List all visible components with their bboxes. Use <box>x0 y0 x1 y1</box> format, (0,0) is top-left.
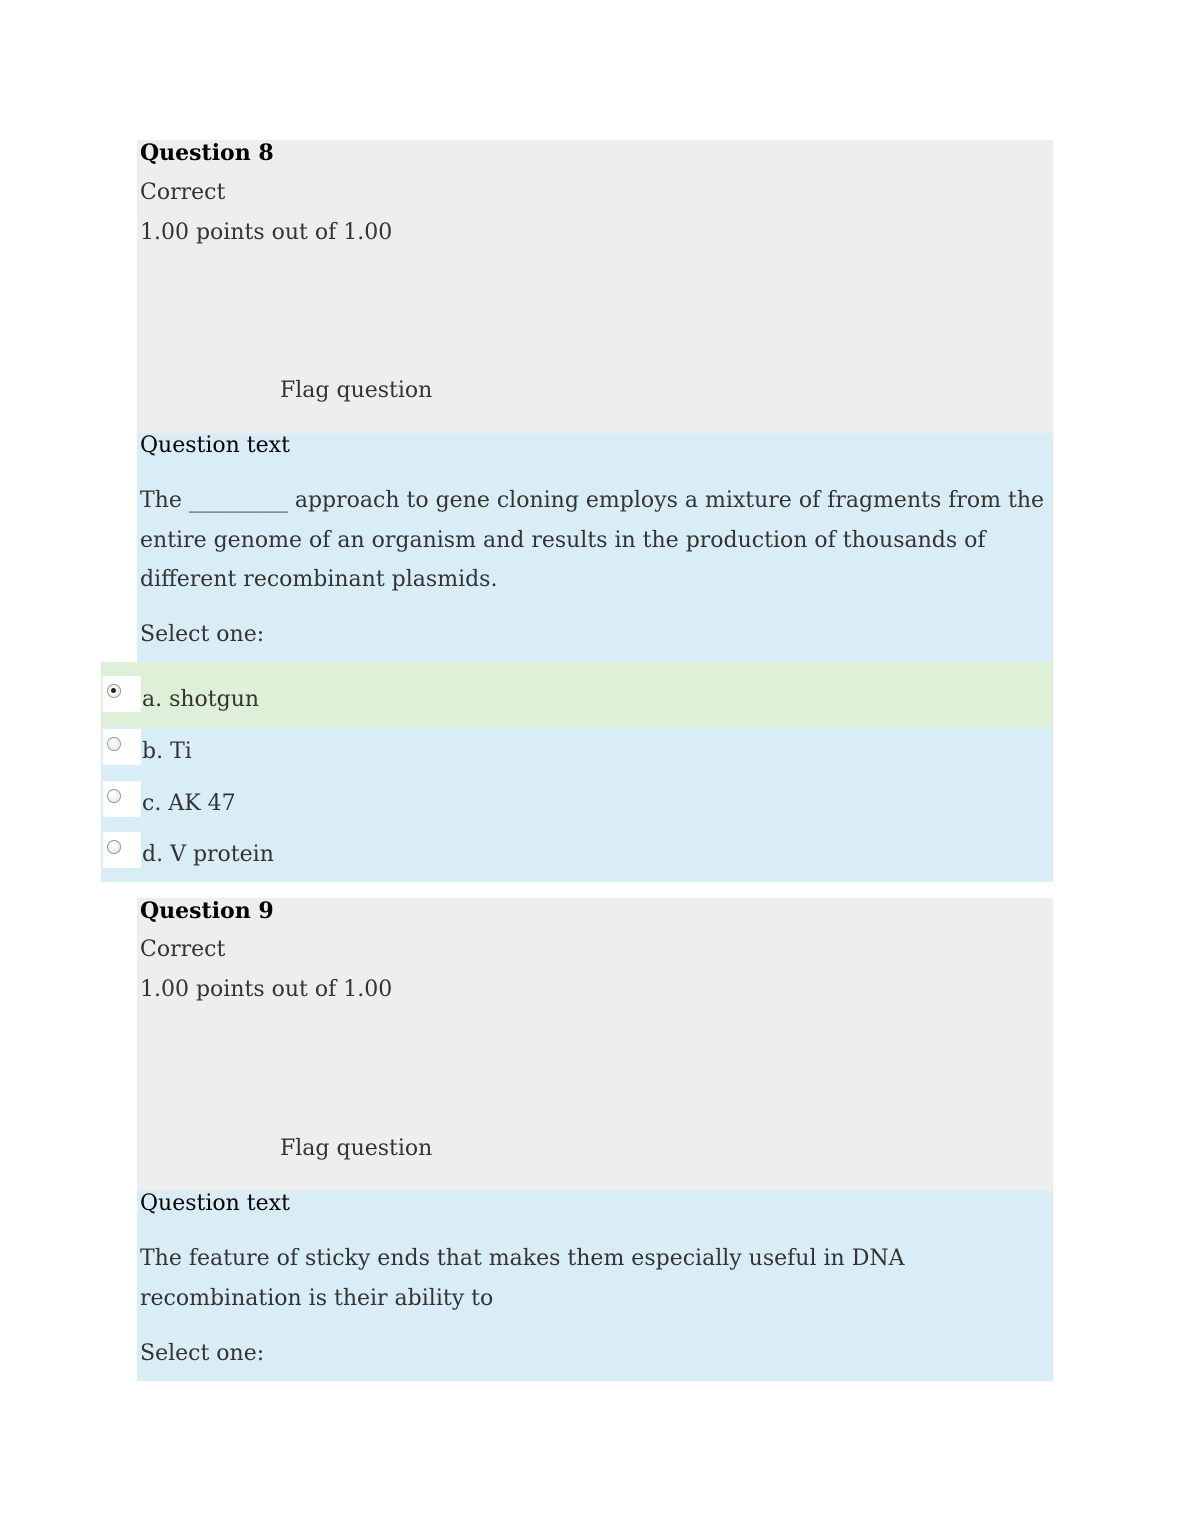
answer-label-c: c. AK 47 <box>142 791 236 816</box>
question-number: Question 9 <box>140 898 274 924</box>
answer-label-d: d. V protein <box>142 842 274 867</box>
radio-wrap <box>103 781 141 817</box>
radio-button-a[interactable] <box>107 684 121 698</box>
radio-wrap <box>103 676 141 712</box>
answer-option-d[interactable] <box>101 830 1053 882</box>
question-state: Correct <box>140 937 226 962</box>
flag-question-link[interactable]: Flag question <box>280 378 433 403</box>
question-text: The _________ approach to gene cloning employs a mixture of fragments from the entire genome of an organism and results in the production of thousands of different recombinant plasmids. <box>140 488 1045 592</box>
answer-option-b[interactable] <box>101 727 1053 779</box>
select-one-label: Select one: <box>140 1341 265 1366</box>
question-grade: 1.00 points out of 1.00 <box>140 977 393 1002</box>
radio-button-c[interactable] <box>107 789 121 803</box>
question-8-answers <box>101 662 1053 882</box>
radio-button-d[interactable] <box>107 840 121 854</box>
question-grade: 1.00 points out of 1.00 <box>140 220 393 245</box>
question-9-content <box>137 1191 1053 1381</box>
radio-wrap <box>103 729 141 765</box>
question-text-label: Question text <box>140 433 290 458</box>
answer-option-c[interactable] <box>101 779 1053 831</box>
question-state: Correct <box>140 180 226 205</box>
question-9-info <box>137 898 1053 1191</box>
answer-option-a[interactable] <box>101 662 1053 727</box>
question-text-label: Question text <box>140 1191 290 1216</box>
question-8-content <box>137 433 1053 662</box>
flag-question-link[interactable]: Flag question <box>280 1136 433 1161</box>
question-text: The feature of sticky ends that makes them especially useful in DNA recombination is their ability to <box>140 1246 905 1311</box>
radio-button-b[interactable] <box>107 737 121 751</box>
radio-wrap <box>103 832 141 868</box>
select-one-label: Select one: <box>140 622 265 647</box>
question-number: Question 8 <box>140 140 274 166</box>
question-8-info <box>137 140 1053 433</box>
answer-label-a: a. shotgun <box>142 687 260 712</box>
answer-label-b: b. Ti <box>142 739 192 764</box>
